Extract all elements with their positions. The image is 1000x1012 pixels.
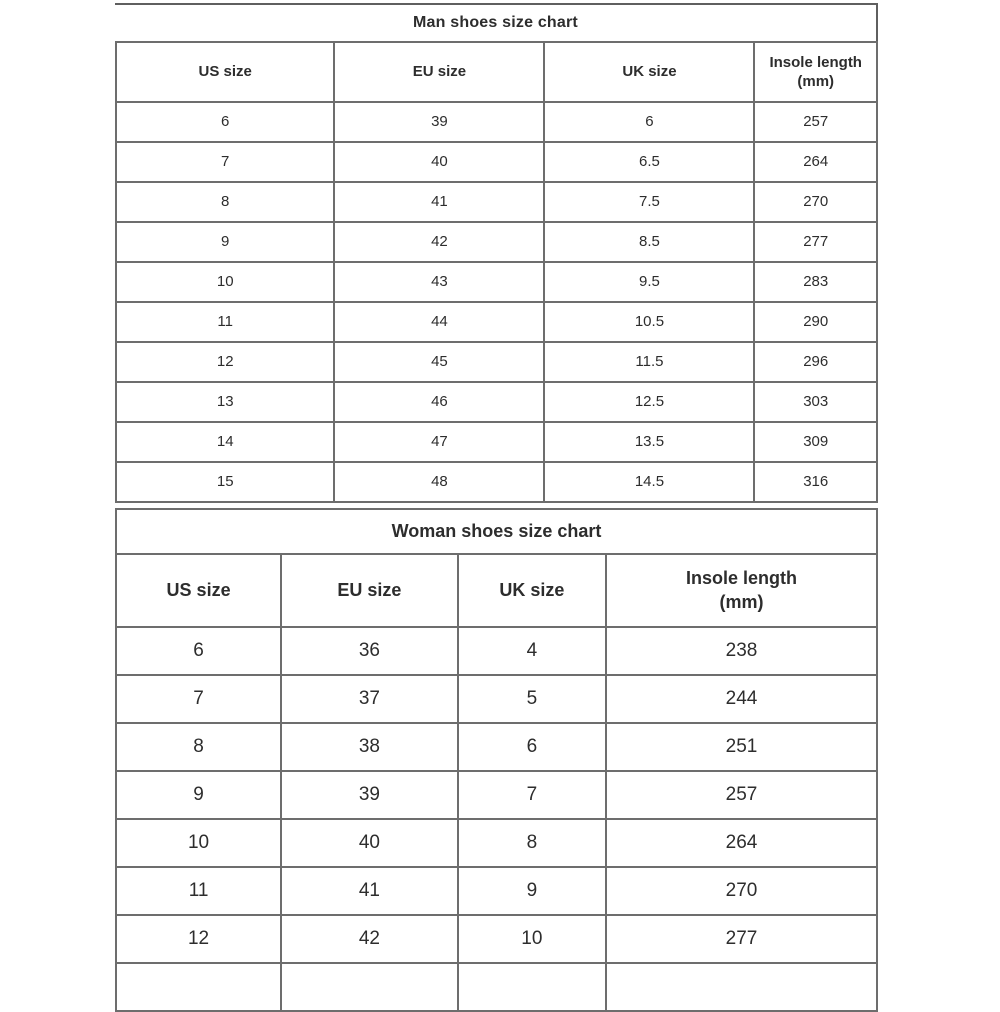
table-cell: 296 bbox=[754, 342, 877, 382]
table-cell: 11.5 bbox=[544, 342, 754, 382]
table-cell: 47 bbox=[334, 422, 544, 462]
table-cell: 238 bbox=[606, 627, 877, 675]
table-cell: 251 bbox=[606, 723, 877, 771]
table-cell: 10 bbox=[116, 262, 334, 302]
man-table-header-row bbox=[116, 42, 877, 102]
table-cell: 9 bbox=[458, 867, 606, 915]
table-cell: 283 bbox=[754, 262, 877, 302]
table-cell: 7 bbox=[116, 142, 334, 182]
table-cell: 4 bbox=[458, 627, 606, 675]
table-cell: 43 bbox=[334, 262, 544, 302]
man-table-body bbox=[116, 102, 877, 502]
woman-table-body bbox=[116, 627, 877, 1011]
table-row bbox=[116, 382, 877, 422]
table-row bbox=[116, 222, 877, 262]
table-cell: 264 bbox=[754, 142, 877, 182]
table-cell: 46 bbox=[334, 382, 544, 422]
table-row bbox=[116, 627, 877, 675]
table-row bbox=[116, 102, 877, 142]
table-cell: 42 bbox=[281, 915, 458, 963]
table-cell: 7.5 bbox=[544, 182, 754, 222]
table-cell: 264 bbox=[606, 819, 877, 867]
man-header-us-size: US size bbox=[116, 42, 334, 102]
woman-table-header-row bbox=[116, 509, 877, 627]
man-size-table bbox=[115, 41, 878, 503]
table-cell: 303 bbox=[754, 382, 877, 422]
table-row bbox=[116, 262, 877, 302]
table-cell: 40 bbox=[334, 142, 544, 182]
table-cell: 13 bbox=[116, 382, 334, 422]
table-cell: 6.5 bbox=[544, 142, 754, 182]
table-cell: 8.5 bbox=[544, 222, 754, 262]
table-cell: 48 bbox=[334, 462, 544, 502]
size-chart-page bbox=[115, 3, 878, 1012]
table-cell: 14 bbox=[116, 422, 334, 462]
woman-header-eu-size: EU size bbox=[281, 554, 458, 627]
table-row bbox=[116, 462, 877, 502]
table-cell: 10 bbox=[458, 915, 606, 963]
table-cell bbox=[281, 963, 458, 1011]
table-cell: 316 bbox=[754, 462, 877, 502]
table-cell: 270 bbox=[754, 182, 877, 222]
table-row bbox=[116, 182, 877, 222]
table-cell: 6 bbox=[116, 102, 334, 142]
woman-header-uk-size: UK size bbox=[458, 554, 606, 627]
table-row bbox=[116, 867, 877, 915]
table-row bbox=[116, 142, 877, 182]
table-row bbox=[116, 422, 877, 462]
table-cell: 39 bbox=[334, 102, 544, 142]
table-cell: 6 bbox=[458, 723, 606, 771]
table-cell: 8 bbox=[458, 819, 606, 867]
table-cell: 12 bbox=[116, 915, 281, 963]
table-cell: 5 bbox=[458, 675, 606, 723]
table-cell: 6 bbox=[544, 102, 754, 142]
table-cell: 277 bbox=[606, 915, 877, 963]
table-cell: 309 bbox=[754, 422, 877, 462]
table-row bbox=[116, 963, 877, 1011]
table-cell: 14.5 bbox=[544, 462, 754, 502]
table-cell bbox=[458, 963, 606, 1011]
table-row bbox=[116, 819, 877, 867]
table-cell: 40 bbox=[281, 819, 458, 867]
table-cell: 244 bbox=[606, 675, 877, 723]
table-cell: 9 bbox=[116, 222, 334, 262]
table-cell: 38 bbox=[281, 723, 458, 771]
table-cell: 10 bbox=[116, 819, 281, 867]
woman-header-insole-length: Insole length (mm) bbox=[606, 554, 877, 627]
table-cell: 257 bbox=[606, 771, 877, 819]
table-cell: 270 bbox=[606, 867, 877, 915]
woman-size-table bbox=[115, 508, 878, 1012]
man-header-eu-size: EU size bbox=[334, 42, 544, 102]
table-cell: 12.5 bbox=[544, 382, 754, 422]
table-cell: 45 bbox=[334, 342, 544, 382]
table-cell: 10.5 bbox=[544, 302, 754, 342]
table-row bbox=[116, 771, 877, 819]
woman-header-us-size: US size bbox=[116, 554, 281, 627]
man-header-uk-size: UK size bbox=[544, 42, 754, 102]
table-cell: 257 bbox=[754, 102, 877, 142]
table-cell: 7 bbox=[116, 675, 281, 723]
table-cell: 8 bbox=[116, 182, 334, 222]
table-row bbox=[116, 915, 877, 963]
table-cell: 44 bbox=[334, 302, 544, 342]
table-cell: 12 bbox=[116, 342, 334, 382]
table-row bbox=[116, 675, 877, 723]
table-cell: 39 bbox=[281, 771, 458, 819]
table-cell: 11 bbox=[116, 302, 334, 342]
table-cell: 41 bbox=[281, 867, 458, 915]
table-cell: 7 bbox=[458, 771, 606, 819]
woman-chart-section bbox=[115, 508, 878, 1012]
table-cell: 277 bbox=[754, 222, 877, 262]
table-cell: 290 bbox=[754, 302, 877, 342]
table-cell: 13.5 bbox=[544, 422, 754, 462]
woman-chart-title: Woman shoes size chart bbox=[116, 509, 877, 554]
man-chart-section bbox=[115, 3, 878, 503]
table-row bbox=[116, 723, 877, 771]
table-cell: 11 bbox=[116, 867, 281, 915]
table-cell: 37 bbox=[281, 675, 458, 723]
table-cell bbox=[606, 963, 877, 1011]
man-header-insole-length: Insole length (mm) bbox=[754, 42, 877, 102]
table-cell: 41 bbox=[334, 182, 544, 222]
table-row bbox=[116, 342, 877, 382]
table-row bbox=[116, 302, 877, 342]
table-cell: 8 bbox=[116, 723, 281, 771]
table-cell: 6 bbox=[116, 627, 281, 675]
table-cell: 42 bbox=[334, 222, 544, 262]
table-cell: 15 bbox=[116, 462, 334, 502]
table-cell bbox=[116, 963, 281, 1011]
table-cell: 9 bbox=[116, 771, 281, 819]
table-cell: 36 bbox=[281, 627, 458, 675]
man-chart-title: Man shoes size chart bbox=[115, 3, 878, 41]
table-cell: 9.5 bbox=[544, 262, 754, 302]
